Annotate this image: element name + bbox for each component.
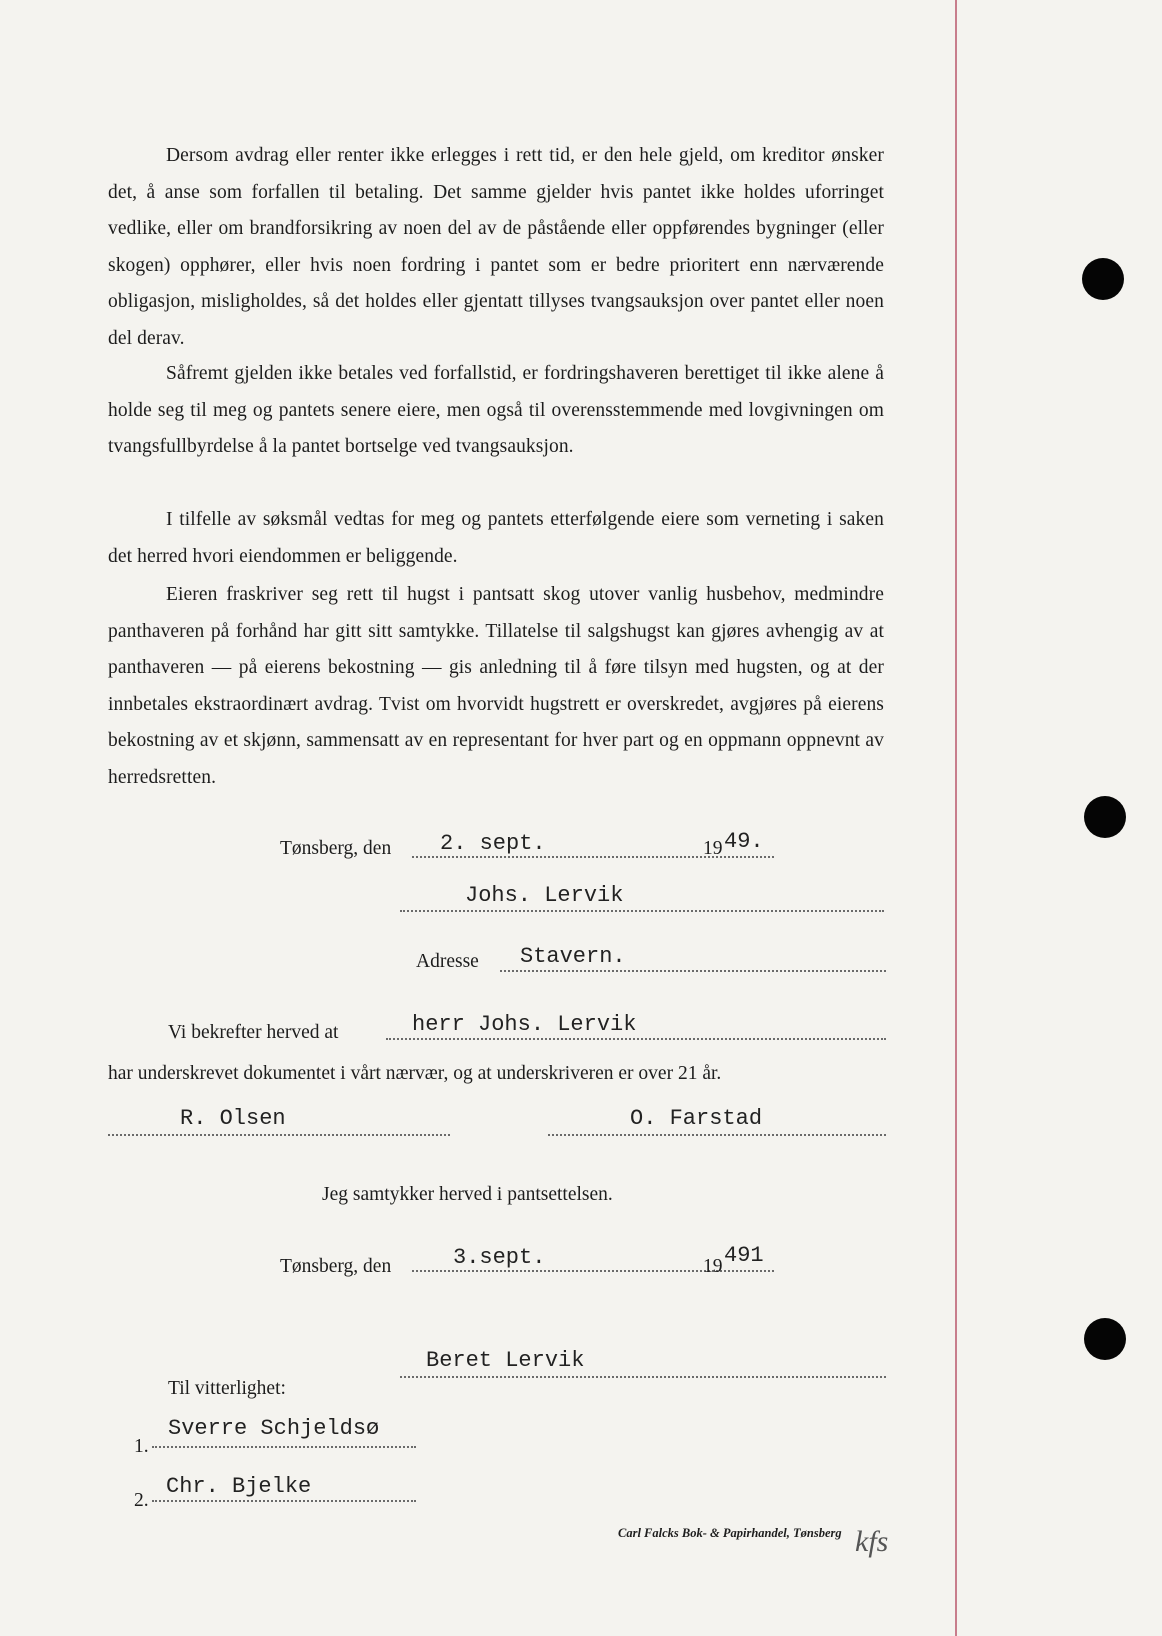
signature-line-2: [400, 1376, 886, 1378]
paragraph-logging: Eieren fraskriver seg rett til hugst i pantsatt skog utover vanlig husbehov, medmindre panthaveren på forhånd har gitt sitt samtykke. Tillatelse til salgshugst kan gjøres avhengig av at panthaveren — på eierens bekostning — gis anledning til å føre tilsyn med hugsten, og at der innbetales ekstraordinært avdrag. Tvist om hvorvidt hugstrett er overskredet, avgjøres på eierens bekostning av et skjønn, sammensatt av en representant for hver part og en oppmann oppnevnt av herredsretten.: [108, 584, 884, 788]
address-label: Adresse: [416, 951, 479, 972]
witness-right: O. Farstad: [630, 1106, 763, 1131]
clerk-initials: kfs: [855, 1525, 889, 1558]
paragraph-default-clause: Dersom avdrag eller renter ikke erlegges i rett tid, er den hele gjeld, om kreditor ønsker det, å anse som forfallen til betaling. Det samme gjelder hvis pantet ikke holdes uforringet vedlike, eller om brandforsikring av noen del av de påstående eller oppførendes bygninger (eller skogen) opphører, eller hvis noen fordring i pantet som er bedre prioritert enn nærværende obligasjon, misligholdes, så det holdes eller gjentatt tillyses tvangsauksjon over pantet eller noen del derav.: [108, 145, 884, 349]
witness-left: R. Olsen: [180, 1106, 286, 1131]
witness-name-2: Chr. Bjelke: [166, 1474, 312, 1499]
year-prefix-2: 19: [703, 1256, 723, 1277]
paragraph-creditor-rights: Såfremt gjelden ikke betales ved forfallstid, er fordringshaveren berettiget til ikke alene å holde seg til meg og pantets senere eiere, men også til overensstemmende med lovgivningen om tvangsfullbyrdelse å la pantet bortselge ved tvangsauksjon.: [108, 363, 884, 457]
witness-label: Til vitterlighet:: [168, 1378, 286, 1399]
place-date-label-2: Tønsberg, den: [280, 1256, 392, 1277]
printer-credit: Carl Falcks Bok- & Papirhandel, Tønsberg: [618, 1526, 842, 1540]
confirmation-line: [386, 1038, 886, 1040]
signing-date-2: 3.sept.: [453, 1245, 546, 1270]
punch-hole-lower: [1084, 1318, 1126, 1360]
confirmation-statement: har underskrevet dokumentet i vårt nærvær, og at underskriveren er over 21 år.: [108, 1063, 722, 1084]
witness-line-2: [152, 1500, 416, 1502]
witness-right-line: [548, 1134, 886, 1136]
witness-number-2: 2.: [134, 1490, 149, 1511]
address-line: [500, 970, 886, 972]
witness-name-1: Sverre Schjeldsø: [168, 1416, 380, 1441]
year-suffix-2: 491: [724, 1243, 764, 1268]
year-suffix-1: 49.: [724, 829, 764, 854]
confirmed-name: herr Johs. Lervik: [412, 1012, 637, 1037]
witness-line-1: [152, 1446, 416, 1448]
principal-signature: Johs. Lervik: [465, 883, 624, 908]
signing-date-1: 2. sept.: [440, 831, 546, 856]
year-prefix-1: 19: [703, 838, 723, 859]
punch-hole-top: [1082, 258, 1124, 300]
signature-line-1: [400, 910, 884, 912]
consent-signature: Beret Lervik: [426, 1348, 585, 1373]
margin-rule: [955, 0, 957, 1636]
paragraph-venue: I tilfelle av søksmål vedtas for meg og pantets etterfølgende eiere som verneting i saken det herred hvori eiendommen er beliggende.: [108, 509, 884, 567]
address-value: Stavern.: [520, 944, 626, 969]
confirmation-lead: Vi bekrefter herved at: [168, 1022, 339, 1043]
witness-number-1: 1.: [134, 1436, 149, 1457]
punch-hole-middle: [1084, 796, 1126, 838]
witness-left-line: [108, 1134, 450, 1136]
consent-text: Jeg samtykker herved i pantsettelsen.: [322, 1184, 613, 1205]
place-date-label-1: Tønsberg, den: [280, 838, 392, 859]
